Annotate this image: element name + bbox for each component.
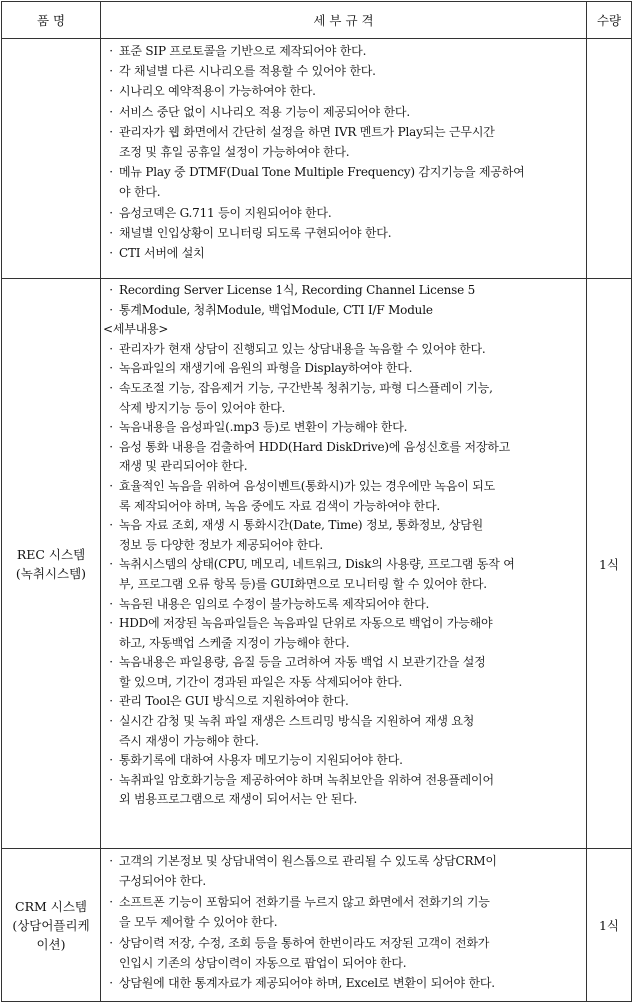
spec-bullet-item: [103, 379, 583, 399]
spec-continuation: [103, 953, 583, 973]
spec-text: 통계Module, 청취Module, 백업Module, CTI I/F Module: [119, 302, 433, 317]
bullet-dot: ·: [109, 753, 113, 768]
spec-bullet-item: [103, 751, 583, 771]
spec-text: 각 채널별 다른 시나리오를 적용할 수 있어야 한다.: [119, 64, 376, 79]
bullet-dot: ·: [109, 84, 113, 99]
spec-text: 효율적인 녹음을 위하여 음성이벤트(통화시)가 있는 경우에만 녹음이 되도: [119, 478, 496, 493]
spec-text: 채널별 인입상황이 모니터링 되도록 구현되어야 한다.: [119, 225, 392, 240]
spec-bullet-item: [103, 851, 583, 871]
table-row-rec: [2, 279, 632, 849]
bullet-dot: ·: [109, 518, 113, 533]
spec-text: Recording Server License 1식, Recording Channel License 5: [119, 283, 476, 297]
item-name-line: (상담어플리케: [12, 917, 90, 933]
bullet-dot: ·: [109, 283, 113, 297]
spec-bullet-item: [103, 973, 583, 993]
item-cell: [2, 39, 101, 279]
spec-text: 녹음 자료 조회, 재생 시 통화시간(Date, Time) 정보, 통화정보, 상담원: [119, 518, 483, 533]
spec-text: 상담원에 대한 통계자료가 제공되어야 하며, Excel로 변환이 되어야 한다.: [119, 976, 495, 991]
spec-bullet-item: [103, 281, 583, 301]
qty-cell: [587, 849, 632, 1002]
spec-continuation: [103, 182, 583, 202]
spec-text: 속도조절 기능, 잡음제거 기능, 구간반복 청취기능, 파형 디스플레이 기능,: [119, 380, 493, 395]
spec-bullet-item: [103, 595, 583, 615]
spec-bullet-item: [103, 892, 583, 912]
spec-text: 상담이력 저장, 수정, 조회 등을 통하여 한번이라도 저장된 고객이 전화가: [119, 935, 490, 950]
bullet-dot: ·: [109, 225, 113, 240]
spec-text: 조정 및 휴일 공휴일 설정이 가능하여야 한다.: [119, 145, 350, 160]
bullet-dot: ·: [109, 557, 113, 572]
spec-text: 관리자가 현재 상담이 진행되고 있는 상담내용을 녹음할 수 있어야 한다.: [119, 341, 486, 356]
spec-text: 녹음내용을 음성파일(.mp3 등)로 변환이 가능해야 한다.: [119, 420, 408, 435]
bullet-dot: ·: [109, 165, 113, 180]
spec-bullet-item: [103, 81, 583, 101]
bullet-dot: ·: [109, 104, 113, 119]
bullet-dot: ·: [109, 302, 113, 317]
bullet-dot: ·: [109, 714, 113, 729]
spec-text: 실시간 감청 및 녹취 파일 재생은 스트리밍 방식을 지원하여 재생 요청: [119, 714, 475, 729]
table-row-ivr: [2, 39, 632, 279]
spec-continuation: [103, 399, 583, 419]
spec-text: CTI 서버에 설치: [119, 246, 205, 261]
qty-cell: [587, 39, 632, 279]
spec-bullet-item: [103, 122, 583, 142]
spec-text: 할 있으며, 기간이 경과된 파일은 자동 삭제되어야 한다.: [119, 674, 403, 689]
spec-bullet-item: [103, 418, 583, 438]
spec-text: 을 모두 제어할 수 있어야 한다.: [119, 915, 278, 930]
spec-continuation: [103, 142, 583, 162]
header-row: [2, 2, 632, 39]
spec-bullet-item: [103, 162, 583, 182]
spec-text: 인입시 기존의 상담이력이 자동으로 팝업이 되어야 한다.: [119, 956, 407, 971]
bullet-dot: ·: [109, 655, 113, 670]
spec-text: 정보 등 다양한 정보가 제공되어야 한다.: [119, 537, 323, 552]
qty-cell: [587, 279, 632, 849]
bullet-dot: ·: [109, 361, 113, 376]
spec-bullet-item: [103, 712, 583, 732]
spec-bullet-item: [103, 933, 583, 953]
bullet-dot: ·: [109, 596, 113, 611]
header-qty: 수량: [587, 2, 632, 39]
spec-text: 메뉴 Play 중 DTMF(Dual Tone Multiple Frequency) 감지기능을 제공하여: [119, 165, 525, 180]
spec-bullet-item: [103, 301, 583, 321]
spec-text: 녹취시스템의 상태(CPU, 메모리, 네트워크, Disk의 사용량, 프로그램 동작 여: [119, 557, 515, 572]
header-spec: 세 부 규 격: [101, 2, 587, 39]
item-name-line: CRM 시스템: [15, 898, 87, 914]
bullet-dot: ·: [109, 439, 113, 454]
item-name-line: REC 시스템: [16, 546, 86, 562]
bullet-dot: ·: [109, 246, 113, 261]
bullet-dot: ·: [109, 478, 113, 493]
spec-continuation: [103, 790, 583, 810]
spec-table: [1, 1, 632, 1002]
spec-bullet-item: [103, 614, 583, 634]
bullet-dot: ·: [109, 380, 113, 395]
spec-text: 시나리오 예약적용이 가능하여야 한다.: [119, 84, 316, 99]
spec-text: 녹음내용은 파일용량, 음질 등을 고려하여 자동 백업 시 보관기간을 설정: [119, 655, 486, 670]
spec-bullet-item: [103, 516, 583, 536]
spec-bullet-item: [103, 359, 583, 379]
spec-continuation: [103, 732, 583, 752]
spec-text: HDD에 저장된 녹음파일들은 녹음파일 단위로 자동으로 백업이 가능해야: [119, 616, 493, 631]
spec-text: 통화기록에 대하여 사용자 메모기능이 지원되어야 한다.: [119, 753, 403, 768]
spec-bullet-item: [103, 243, 583, 263]
bullet-dot: ·: [109, 205, 113, 220]
spec-text: 녹음파일의 재생기에 음원의 파형을 Display하여야 한다.: [119, 361, 413, 376]
spec-text: 하고, 자동백업 스케줄 지정이 가능해야 한다.: [119, 635, 350, 650]
spec-text: 관리자가 웹 화면에서 간단히 설정을 하면 IVR 멘트가 Play되는 근무시간: [119, 124, 495, 139]
item-name-line: 이션): [36, 936, 66, 952]
spec-text: 외 범용프로그램으로 재생이 되어서는 안 된다.: [119, 792, 358, 807]
spec-continuation: [103, 497, 583, 517]
bullet-dot: ·: [109, 694, 113, 709]
quantity-value: 1식: [598, 556, 620, 572]
spec-text: <세부내용>: [103, 322, 169, 337]
spec-continuation: [103, 634, 583, 654]
item-name-line: (녹취시스템): [15, 565, 87, 581]
spec-bullet-item: [103, 41, 583, 61]
spec-text: 삭제 방지기능 등이 있어야 한다.: [119, 400, 286, 415]
spec-bullet-item: [103, 102, 583, 122]
header-item: 품 명: [2, 2, 101, 39]
bullet-dot: ·: [109, 124, 113, 139]
spec-cell: [101, 849, 587, 1002]
spec-text: 구성되어야 한다.: [119, 874, 206, 889]
spec-continuation: [103, 575, 583, 595]
spec-text: 록 제작되어야 하며, 녹음 중에도 자료 검색이 가능하여야 한다.: [119, 498, 440, 513]
spec-continuation: [103, 912, 583, 932]
spec-cell: [101, 39, 587, 279]
spec-text: 소프트폰 기능이 포함되어 전화기를 누르지 않고 화면에서 전화기의 기능: [119, 894, 490, 909]
spec-text: 서비스 중단 없이 시나리오 적용 기능이 제공되어야 한다.: [119, 104, 410, 119]
spec-text: 음성코덱은 G.711 등이 지원되어야 한다.: [119, 205, 332, 220]
spec-text: 관리 Tool은 GUI 방식으로 지원하여야 한다.: [119, 694, 349, 709]
bullet-dot: ·: [109, 976, 113, 991]
spec-text: 부, 프로그램 오류 항목 등)를 GUI화면으로 모니터링 할 수 있어야 한다.: [119, 576, 487, 591]
spec-bullet-item: [103, 477, 583, 497]
bullet-dot: ·: [109, 64, 113, 79]
spec-bullet-item: [103, 555, 583, 575]
spec-continuation: [103, 457, 583, 477]
bullet-dot: ·: [109, 772, 113, 787]
item-cell: [2, 849, 101, 1002]
spec-bullet-item: [103, 223, 583, 243]
spec-text: 재생 및 관리되어야 한다.: [119, 459, 248, 474]
spec-text: 야 한다.: [119, 185, 161, 200]
spec-bullet-item: [103, 340, 583, 360]
spec-bullet-item: [103, 61, 583, 81]
spec-text: 즉시 재생이 가능해야 한다.: [119, 733, 259, 748]
spec-bullet-item: [103, 692, 583, 712]
spec-text: 고객의 기본정보 및 상담내역이 원스톱으로 관리될 수 있도록 상담CRM이: [119, 854, 497, 868]
bullet-dot: ·: [109, 420, 113, 435]
bullet-dot: ·: [109, 616, 113, 631]
item-cell: [2, 279, 101, 849]
spec-text: 음성 통화 내용을 검출하여 HDD(Hard DiskDrive)에 음성신호를 저장하고: [119, 439, 511, 454]
spec-text: 녹취파일 암호화기능을 제공하여야 하며 녹취보안을 위하여 전용플레이어: [119, 772, 494, 787]
quantity-value: 1식: [598, 918, 620, 933]
bullet-dot: ·: [109, 935, 113, 950]
bullet-dot: ·: [109, 341, 113, 356]
spec-section-heading: [103, 320, 583, 340]
spec-continuation: [103, 871, 583, 891]
bullet-dot: ·: [109, 894, 113, 909]
table-row-crm: [2, 849, 632, 1002]
spec-text: 녹음된 내용은 임의로 수정이 불가능하도록 제작되어야 한다.: [119, 596, 430, 611]
spec-cell: [101, 279, 587, 849]
spec-bullet-item: [103, 203, 583, 223]
spec-bullet-item: [103, 653, 583, 673]
spec-continuation: [103, 536, 583, 556]
bullet-dot: ·: [109, 854, 113, 868]
bullet-dot: ·: [109, 44, 113, 58]
spec-continuation: [103, 673, 583, 693]
spec-text: 표준 SIP 프로토콜을 기반으로 제작되어야 한다.: [119, 44, 367, 58]
spec-bullet-item: [103, 438, 583, 458]
spec-bullet-item: [103, 771, 583, 791]
